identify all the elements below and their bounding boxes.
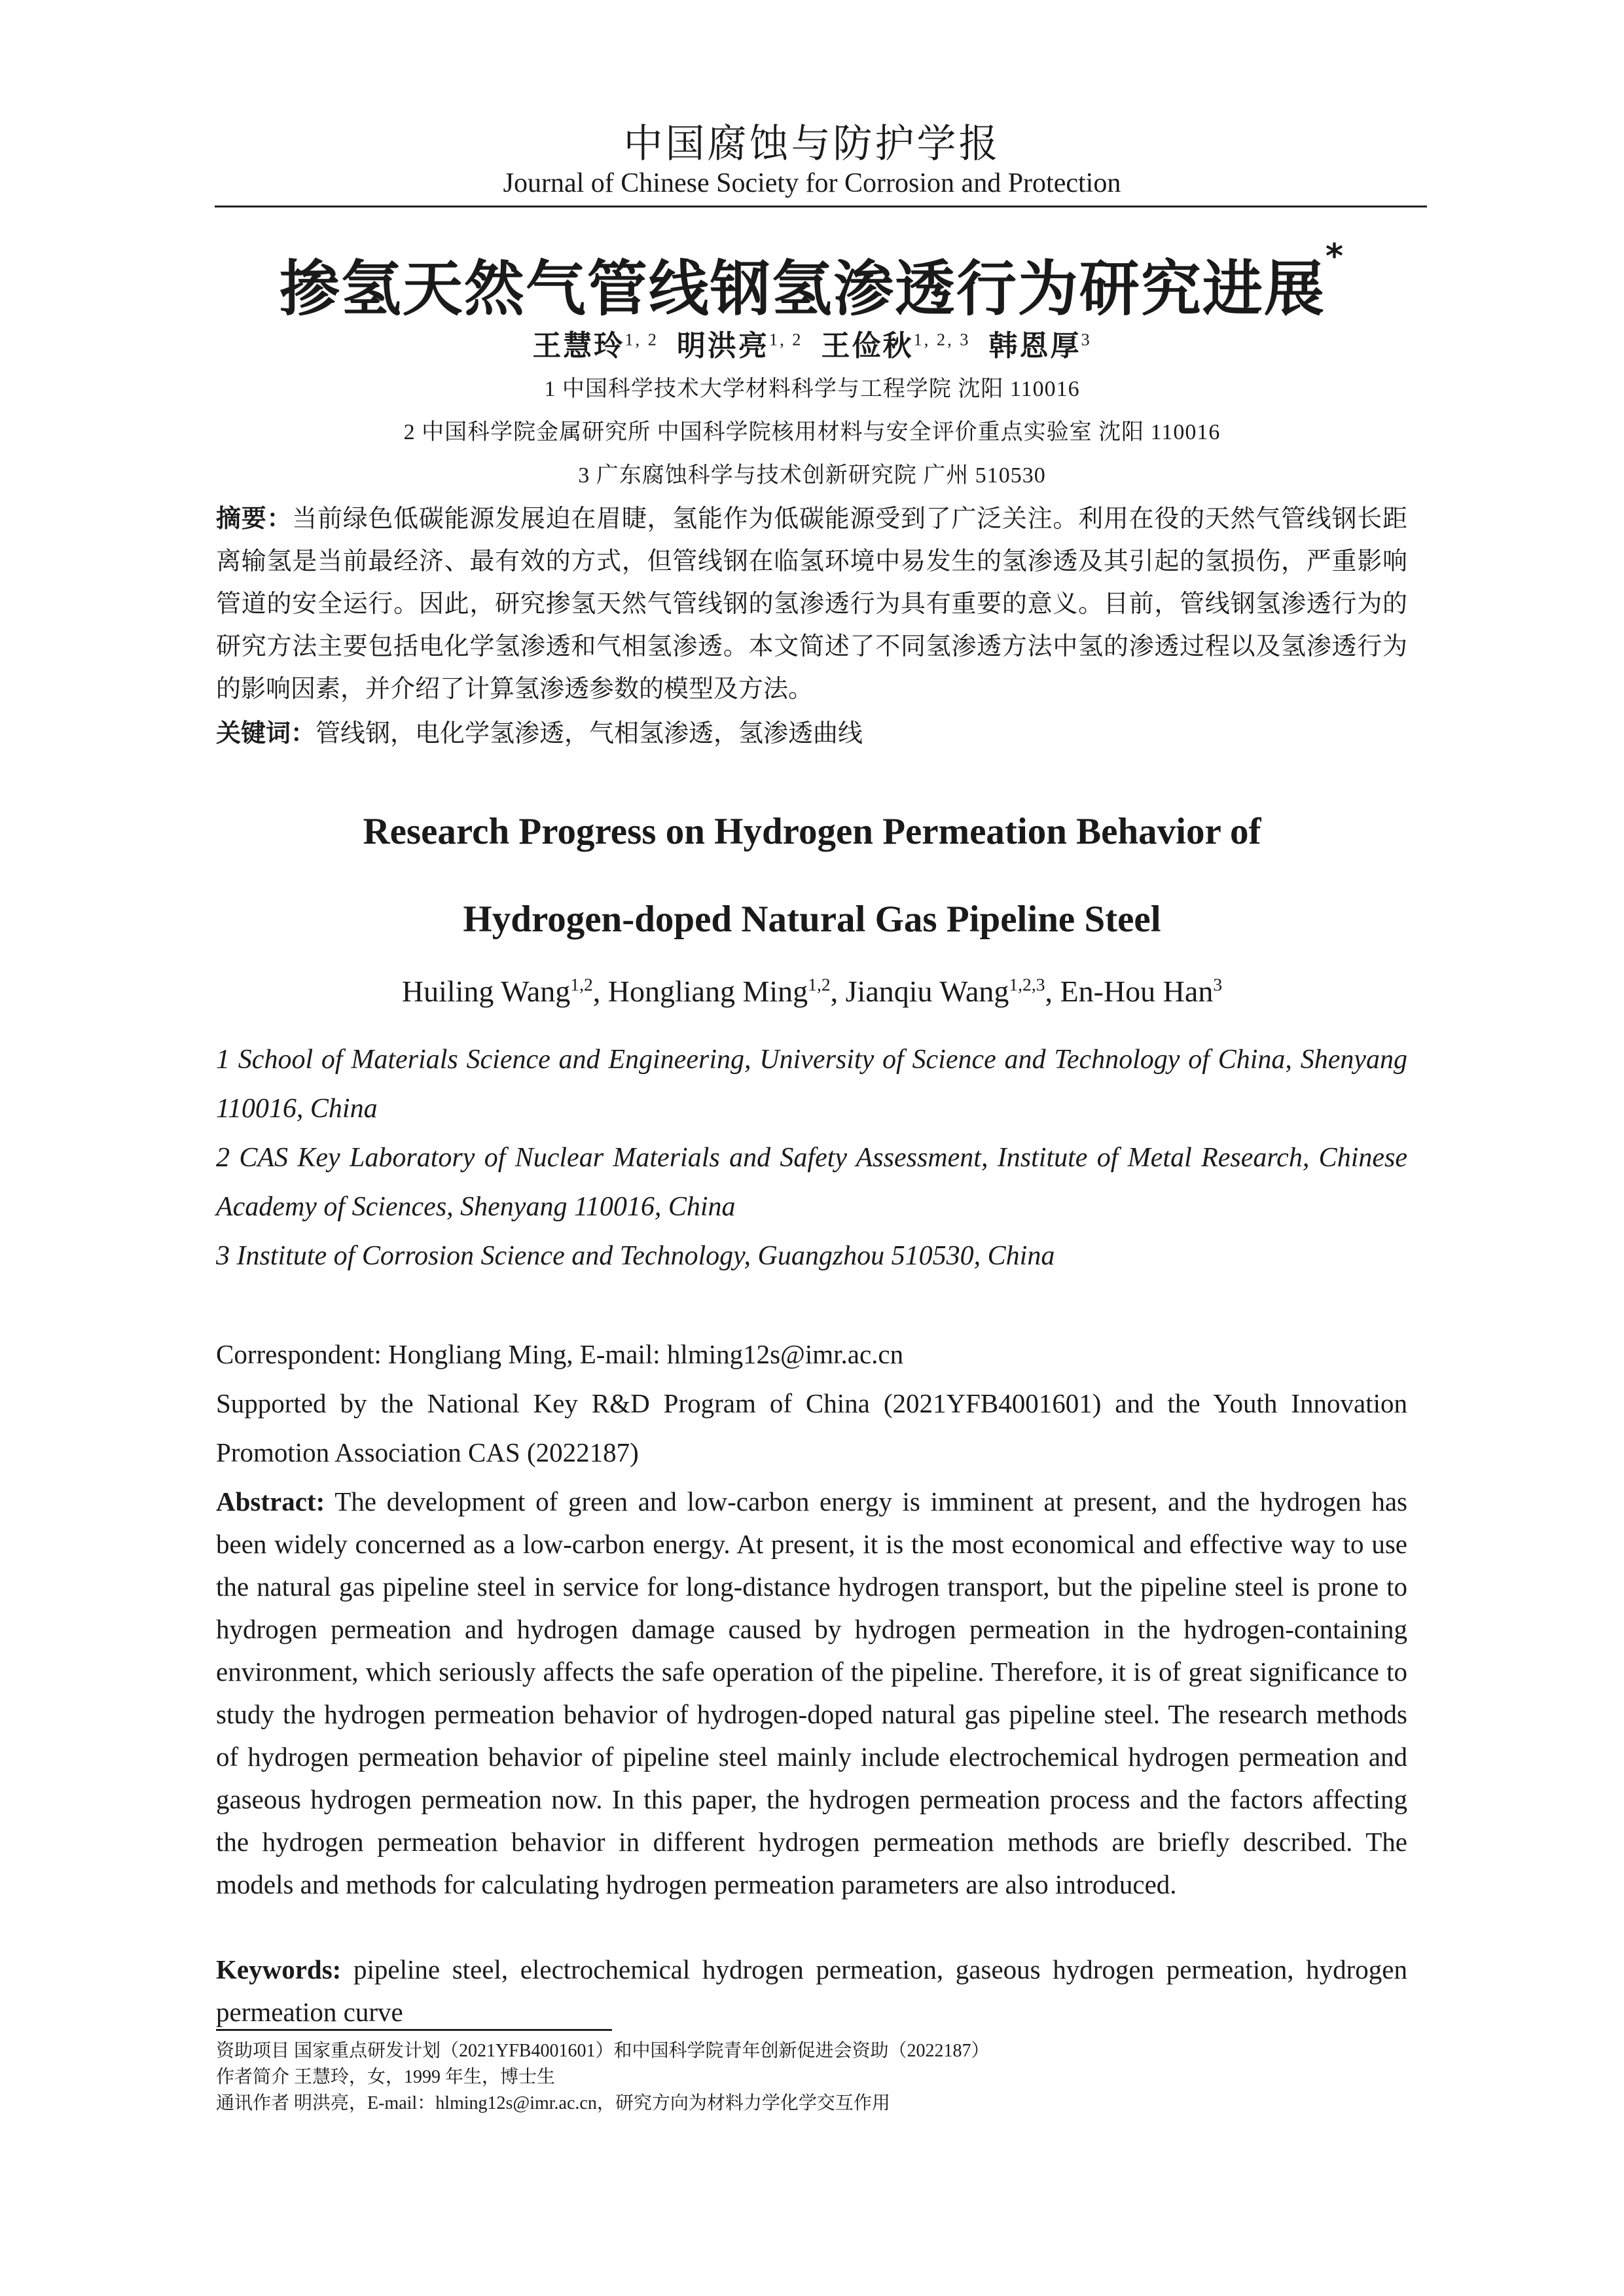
author-aff-marker: 3 [1213,974,1223,995]
author-list-cn [0,322,1624,364]
author-cn: 明洪亮 [676,330,769,362]
title-cn-text: 掺氢天然气管线钢氢渗透行为研究进展 [279,254,1326,324]
author-en: Huiling Wang [401,975,571,1008]
footnote-divider [216,2029,612,2031]
author-aff-marker: 1, 2, 3 [913,329,971,350]
author-aff-marker: 1,2,3 [1009,974,1045,995]
author-aff-marker: 1, 2 [624,329,659,350]
abstract-en-text: The development of green and low-carbon energy is imminent at present, and the hydrogen has been widely concerned as a low-carbon energy. At present, it is the most economical and effective way to use the natural gas pipeline steel in service for long-distance hydrogen transport, but the pipeline steel is prone to hydrogen permeation and hydrogen damage caused by hydrogen permeation in the hydrogen-containing environment, which seriously affects the safe operation of the pipeline. Therefore, it is of great significance to study the hydrogen permeation behavior of hydrogen-doped natural gas pipeline steel. The research methods of hydrogen permeation behavior of pipeline steel mainly include electrochemical hydrogen permeation and gaseous hydrogen permeation now. In this paper, the hydrogen permeation process and the factors affecting the hydrogen permeation behavior in different hydrogen permeation methods are briefly described. The models and methods for calculating hydrogen permeation parameters are also introduced. [216,1486,1407,1899]
abstract-cn-label: 摘要： [216,504,293,533]
paper-title-cn [0,237,1624,327]
footnote-correspondent: 通讯作者 明洪亮，E-mail：hlming12s@imr.ac.cn，研究方向为材料力学化学交互作用 [216,2093,890,2113]
funding-info: Supported by the National Key R&D Program of China (2021YFB4001601) and the Youth Innovation Promotion Association CAS (2022187) [216,1388,1407,1467]
author-en: En-Hou Han [1060,975,1214,1008]
paper-title-en-line1: Research Progress on Hydrogen Permeation Behavior of [363,811,1261,852]
abstract-en [216,1480,1407,1906]
footnote-funding: 资助项目 国家重点研发计划（2021YFB4001601）和中国科学院青年创新促进会资助（2022187） [216,2041,990,2061]
author-cn: 韩恩厚 [988,330,1081,362]
author-aff-marker: 3 [1081,329,1092,350]
abstract-en-label: Abstract: [216,1486,325,1516]
journal-name-cn: 中国腐蚀与防护学报 [623,122,1001,166]
affiliation-en: 2 CAS Key Laboratory of Nuclear Materials and Safety Assessment, Institute of Metal Research, Chinese Academy of Sciences, Shenyang 110016, China [216,1143,1407,1222]
correspondent-info: Correspondent: Hongliang Ming, E-mail: hlming12s@imr.ac.cn [216,1339,904,1369]
author-separator: , [830,975,846,1008]
author-aff-marker: 1,2 [570,974,593,995]
author-cn: 王俭秋 [821,330,914,362]
author-en: Jianqiu Wang [845,975,1009,1008]
affiliation-en: 1 School of Materials Science and Engineering, University of Science and Technology of China, Shenyang 110016, China [216,1045,1407,1124]
author-separator: , [592,975,608,1008]
author-cn: 王慧玲 [532,330,625,362]
keywords-cn [216,712,1407,755]
author-aff-marker: 1, 2 [768,329,803,350]
author-en: Hongliang Ming [607,975,808,1008]
affiliation-en: 3 Institute of Corrosion Science and Technology, Guangzhou 510530, China [216,1241,1055,1271]
footnote-author-bio: 作者简介 王慧玲，女，1999 年生，博士生 [216,2067,556,2087]
paper-title-en-line2: Hydrogen-doped Natural Gas Pipeline Steel [463,899,1161,940]
keywords-en-text: pipeline steel, electrochemical hydrogen permeation, gaseous hydrogen permeation, hydrogen permeation curve [216,1954,1407,2027]
keywords-en [216,1948,1407,2034]
author-list-en [0,974,1624,1009]
keywords-cn-label: 关键词： [216,719,316,747]
title-footnote-mark: * [1325,237,1345,276]
abstract-cn-text: 当前绿色低碳能源发展迫在眉睫，氢能作为低碳能源受到了广泛关注。利用在役的天然气管线钢长距离输氢是当前最经济、最有效的方式，但管线钢在临氢环境中易发生的氢渗透及其引起的氢损伤，严重影响管道的安全运行。因此，研究掺氢天然气管线钢的氢渗透行为具有重要的意义。目前，管线钢氢渗透行为的研究方法主要包括电化学氢渗透和气相氢渗透。本文简述了不同氢渗透方法中氢的渗透过程以及氢渗透行为的影响因素，并介绍了计算氢渗透参数的模型及方法。 [216,505,1407,703]
affiliation-cn: 2 中国科学院金属研究所 中国科学院核用材料与安全评价重点实验室 沈阳 110016 [403,420,1221,444]
keywords-cn-text: 管线钢，电化学氢渗透，气相氢渗透，氢渗透曲线 [316,720,863,747]
header-divider [215,206,1427,207]
affiliation-cn: 3 广东腐蚀科学与技术创新研究院 广州 510530 [578,463,1046,488]
keywords-en-label: Keywords: [216,1954,342,1984]
journal-name-en: Journal of Chinese Society for Corrosion and Protection [503,168,1121,198]
affiliation-cn: 1 中国科学技术大学材料科学与工程学院 沈阳 110016 [544,377,1080,401]
author-separator: , [1045,975,1060,1008]
author-aff-marker: 1,2 [808,974,831,995]
abstract-cn [216,497,1407,711]
